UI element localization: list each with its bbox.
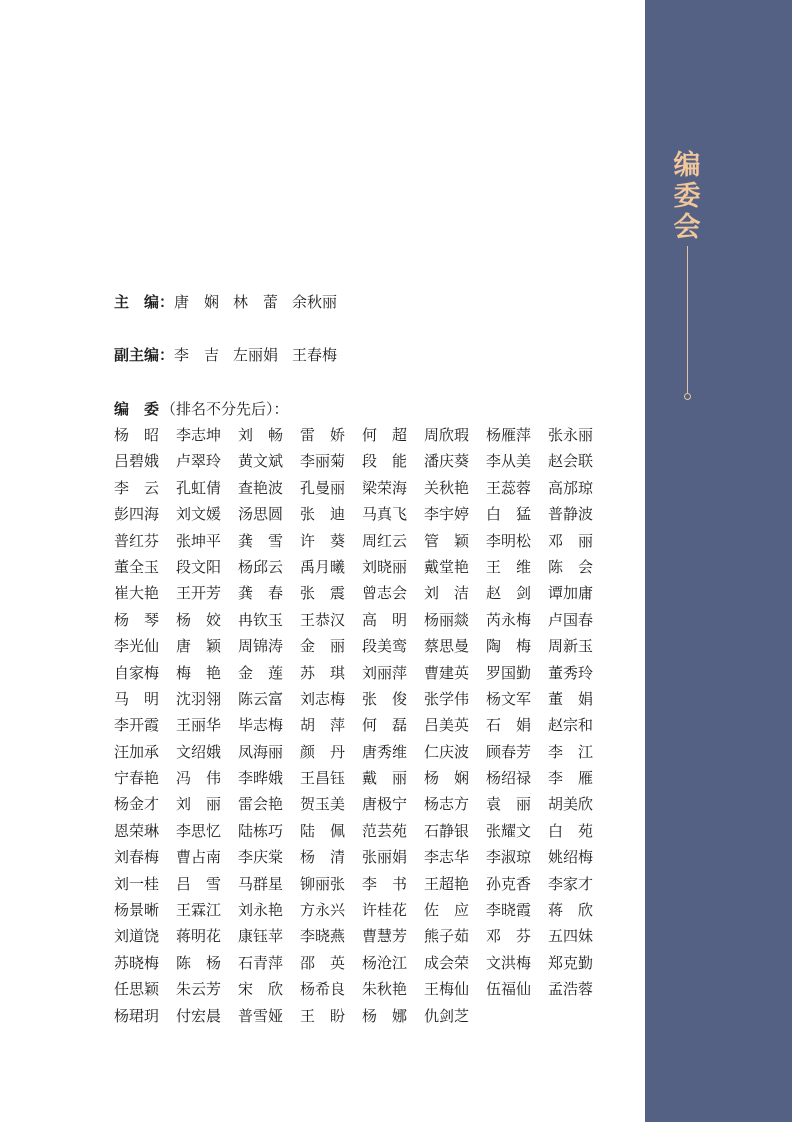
committee-member: 仇剑芝	[424, 1006, 470, 1025]
committee-member: 梅 艳	[176, 663, 222, 682]
committee-member: 杨 昭	[114, 426, 160, 444]
committee-member: 杨 清	[300, 848, 346, 867]
committee-member: 袁 丽	[486, 795, 532, 814]
committee-member: 胡 萍	[300, 716, 346, 735]
committee-member: 石 娟	[486, 716, 532, 735]
committee-member: 段美鸾	[362, 637, 408, 656]
committee-member: 李 江	[548, 742, 594, 761]
committee-member: 金 丽	[300, 637, 346, 656]
committee-member: 佐 应	[424, 901, 470, 920]
deputy-editor-names	[174, 345, 351, 365]
committee-member: 金 莲	[238, 663, 284, 682]
committee-member: 沈羽翎	[176, 689, 222, 708]
committee-member: 白 苑	[548, 821, 594, 840]
committee-member: 李宇婷	[424, 505, 470, 524]
committee-member: 张耀文	[486, 821, 532, 840]
committee-member: 李庆棠	[238, 848, 284, 867]
committee-member: 关秋艳	[424, 478, 470, 497]
committee-member: 杨志方	[424, 795, 470, 814]
sidebar-divider-dot	[684, 393, 691, 400]
committee-member: 周红云	[362, 531, 408, 550]
committee-member: 王丽华	[176, 716, 222, 735]
committee-member: 朱秋艳	[362, 980, 408, 999]
sidebar-divider	[687, 246, 688, 394]
committee-member: 白 猛	[486, 505, 532, 524]
committee-member: 查艳波	[238, 478, 284, 497]
committee-member: 毕志梅	[238, 716, 284, 735]
committee-member: 成会荣	[424, 953, 470, 972]
name-entry: 唐 娴	[174, 293, 220, 311]
committee-member: 刘道饶	[114, 927, 160, 946]
committee-member: 吕碧娥	[114, 452, 160, 471]
committee-member: 唐秀维	[362, 742, 408, 761]
committee-heading	[114, 398, 289, 420]
committee-member: 王开芳	[176, 584, 222, 603]
committee-member: 方永兴	[300, 901, 346, 920]
committee-member: 李志华	[424, 848, 470, 867]
committee-member: 五四妹	[548, 927, 594, 946]
committee-member: 陶 梅	[486, 637, 532, 656]
committee-member: 龚 春	[238, 584, 284, 603]
name-entry: 林 蕾	[233, 293, 279, 311]
committee-member: 周欣瑕	[424, 426, 470, 444]
committee-member: 许 葵	[300, 531, 346, 550]
committee-member: 唐 颖	[176, 637, 222, 656]
committee-member: 曹建英	[424, 663, 470, 682]
sidebar-band	[645, 0, 792, 1122]
deputy-editor-label: 副主编：	[114, 346, 175, 364]
committee-member: 张坤平	[176, 531, 222, 550]
committee-member: 王恭汉	[300, 610, 346, 629]
name-entry: 余秋丽	[292, 293, 338, 311]
committee-member: 苏 琪	[300, 663, 346, 682]
committee-member: 康钰苹	[238, 927, 284, 946]
committee-member: 李 雁	[548, 769, 594, 788]
committee-member: 冯 伟	[176, 769, 222, 788]
committee-member: 杨 娴	[424, 769, 470, 788]
committee-member: 卢翠玲	[176, 452, 222, 471]
committee-member: 周新玉	[548, 637, 594, 656]
committee-member: 孟浩蓉	[548, 980, 594, 999]
committee-member: 赵宗和	[548, 716, 594, 735]
committee-member: 王昌钰	[300, 769, 346, 788]
committee-member: 陆 佩	[300, 821, 346, 840]
committee-member: 汪加承	[114, 742, 160, 761]
committee-member: 陈云富	[238, 689, 284, 708]
committee-member: 王霖江	[176, 901, 222, 920]
committee-member: 邵 英	[300, 953, 346, 972]
committee-member: 李晓燕	[300, 927, 346, 946]
committee-member: 刘春梅	[114, 848, 160, 867]
name-entry: 李 吉	[174, 346, 220, 364]
sidebar-title: 编 委 会	[673, 150, 701, 243]
editor-in-chief-names	[174, 292, 351, 312]
committee-member: 刘 洁	[424, 584, 470, 603]
committee-member: 管 颖	[424, 531, 470, 550]
committee-member: 段文阳	[176, 557, 222, 576]
committee-member: 吕 雪	[176, 874, 222, 893]
committee-member: 彭四海	[114, 505, 160, 524]
committee-member: 何 磊	[362, 716, 408, 735]
committee-member: 孔曼丽	[300, 478, 346, 497]
committee-member: 汤思圆	[238, 505, 284, 524]
committee-member: 付宏晨	[176, 1006, 222, 1025]
committee-member: 文洪梅	[486, 953, 532, 972]
committee-member: 李从美	[486, 452, 532, 471]
committee-member: 李 云	[114, 478, 160, 497]
committee-member: 仁庆波	[424, 742, 470, 761]
committee-member: 邓 芬	[486, 927, 532, 946]
committee-member: 杨 琴	[114, 610, 160, 629]
committee-member: 李淑琼	[486, 848, 532, 867]
editor-in-chief-row	[114, 292, 351, 312]
committee-member: 陈 杨	[176, 953, 222, 972]
committee-member: 任思颖	[114, 980, 160, 999]
committee-member: 苏晓梅	[114, 953, 160, 972]
committee-member: 石青萍	[238, 953, 284, 972]
committee-member: 铆丽张	[300, 874, 346, 893]
committee-member: 李晓霞	[486, 901, 532, 920]
committee-member: 张学伟	[424, 689, 470, 708]
committee-member: 张永丽	[548, 426, 594, 444]
committee-member: 李 书	[362, 874, 408, 893]
committee-member: 刘一桂	[114, 874, 160, 893]
committee-member: 蔡思曼	[424, 637, 470, 656]
committee-member: 王 盼	[300, 1006, 346, 1025]
committee-member: 高 明	[362, 610, 408, 629]
committee-member: 吕美英	[424, 716, 470, 735]
committee-member: 胡美欣	[548, 795, 594, 814]
committee-member: 杨珺玥	[114, 1006, 160, 1025]
committee-member: 张 俊	[362, 689, 408, 708]
committee-member: 何 超	[362, 426, 408, 444]
committee-member: 卢国春	[548, 610, 594, 629]
committee-member: 宋 欣	[238, 980, 284, 999]
committee-member: 马群星	[238, 874, 284, 893]
committee-member: 雷会艳	[238, 795, 284, 814]
committee-member: 杨邱云	[238, 557, 284, 576]
committee-member: 王蕊蓉	[486, 478, 532, 497]
committee-member-list	[114, 424, 604, 1031]
committee-member: 赵会联	[548, 452, 594, 471]
committee-member: 杨 姣	[176, 610, 222, 629]
committee-member: 李晔娥	[238, 769, 284, 788]
committee-member: 杨丽燚	[424, 610, 470, 629]
committee-member: 杨沧江	[362, 953, 408, 972]
deputy-editor-row	[114, 345, 351, 365]
committee-member: 杨文军	[486, 689, 532, 708]
committee-member: 恩荣琳	[114, 821, 160, 840]
committee-member: 杨景晰	[114, 901, 160, 920]
committee-member: 刘永艳	[238, 901, 284, 920]
committee-member: 伍福仙	[486, 980, 532, 999]
editor-in-chief-label: 主 编：	[114, 293, 175, 311]
committee-member: 李思忆	[176, 821, 222, 840]
committee-member: 陈 会	[548, 557, 594, 576]
committee-member: 李丽菊	[300, 452, 346, 471]
committee-member: 石静银	[424, 821, 470, 840]
committee-member: 宁春艳	[114, 769, 160, 788]
committee-member: 姚绍梅	[548, 848, 594, 867]
committee-member: 董秀玲	[548, 663, 594, 682]
committee-member: 杨 娜	[362, 1006, 408, 1025]
committee-member: 李家才	[548, 874, 594, 893]
committee-member: 刘志梅	[300, 689, 346, 708]
committee-member: 张 震	[300, 584, 346, 603]
committee-member: 李志坤	[176, 426, 222, 444]
committee-member: 雷 娇	[300, 426, 346, 444]
committee-member: 颜 丹	[300, 742, 346, 761]
committee-member: 曹占南	[176, 848, 222, 867]
committee-member: 曾志会	[362, 584, 408, 603]
committee-member: 刘 畅	[238, 426, 284, 444]
committee-member: 杨绍禄	[486, 769, 532, 788]
committee-member: 冉钦玉	[238, 610, 284, 629]
committee-member: 陆栋巧	[238, 821, 284, 840]
committee-member: 杨雁萍	[486, 426, 532, 444]
committee-member: 李光仙	[114, 637, 160, 656]
committee-member: 邓 丽	[548, 531, 594, 550]
committee-member: 郑克勤	[548, 953, 594, 972]
committee-member: 谭加庸	[548, 584, 594, 603]
committee-member: 王 维	[486, 557, 532, 576]
committee-member: 董 娟	[548, 689, 594, 708]
committee-member: 张丽娟	[362, 848, 408, 867]
committee-member: 李明松	[486, 531, 532, 550]
committee-member: 许桂花	[362, 901, 408, 920]
committee-member: 熊子茹	[424, 927, 470, 946]
committee-member: 崔大艳	[114, 584, 160, 603]
committee-member: 刘丽萍	[362, 663, 408, 682]
committee-label: 编 委	[114, 400, 160, 418]
committee-member: 马 明	[114, 689, 160, 708]
committee-member: 曹慧芳	[362, 927, 408, 946]
committee-member: 董全玉	[114, 557, 160, 576]
committee-member: 蒋 欣	[548, 901, 594, 920]
name-entry: 左丽娟	[233, 346, 279, 364]
committee-member: 孔虹倩	[176, 478, 222, 497]
committee-member: 王超艳	[424, 874, 470, 893]
committee-member: 段 能	[362, 452, 408, 471]
committee-member: 戴堂艳	[424, 557, 470, 576]
committee-member: 孙克香	[486, 874, 532, 893]
committee-member: 贺玉美	[300, 795, 346, 814]
committee-member: 凤海丽	[238, 742, 284, 761]
committee-member: 自家梅	[114, 663, 160, 682]
committee-member: 唐极宁	[362, 795, 408, 814]
committee-member: 罗国勤	[486, 663, 532, 682]
committee-member: 朱云芳	[176, 980, 222, 999]
committee-member: 刘文媛	[176, 505, 222, 524]
committee-member: 潘庆葵	[424, 452, 470, 471]
committee-member: 范芸苑	[362, 821, 408, 840]
committee-member: 杨希良	[300, 980, 346, 999]
committee-note: （排名不分先后）：	[161, 400, 289, 418]
committee-member: 高邡琼	[548, 478, 594, 497]
committee-member: 龚 雪	[238, 531, 284, 550]
committee-member: 梁荣海	[362, 478, 408, 497]
committee-member: 马真飞	[362, 505, 408, 524]
committee-member: 芮永梅	[486, 610, 532, 629]
committee-member: 张 迪	[300, 505, 346, 524]
committee-member: 赵 剑	[486, 584, 532, 603]
committee-member: 禹月曦	[300, 557, 346, 576]
committee-member: 周锦涛	[238, 637, 284, 656]
committee-member: 李开霞	[114, 716, 160, 735]
committee-member: 文绍娥	[176, 742, 222, 761]
committee-member: 戴 丽	[362, 769, 408, 788]
committee-member: 普红芬	[114, 531, 160, 550]
committee-member: 普雪娅	[238, 1006, 284, 1025]
committee-member: 普静波	[548, 505, 594, 524]
committee-member: 刘 丽	[176, 795, 222, 814]
committee-member: 蒋明花	[176, 927, 222, 946]
committee-member: 顾春芳	[486, 742, 532, 761]
committee-member: 王梅仙	[424, 980, 470, 999]
name-entry: 王春梅	[292, 346, 338, 364]
committee-member: 黄文斌	[238, 452, 284, 471]
committee-member: 刘晓丽	[362, 557, 408, 576]
committee-member: 杨金才	[114, 795, 160, 814]
